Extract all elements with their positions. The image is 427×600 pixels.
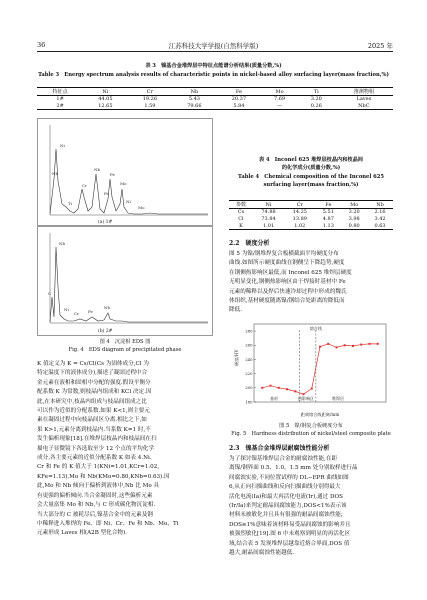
fig5-region-haz: 热影响区: [298, 396, 314, 401]
table3-cell: 1.59: [144, 102, 156, 109]
fig5-data-point: [278, 387, 280, 389]
fig5-data-point: [377, 343, 379, 345]
table4-header-cell: 参数: [229, 201, 253, 209]
fig5-data-point: [336, 346, 338, 348]
fig5-xlabel: 距离熔合线距离/mm: [300, 412, 340, 417]
text-line: 域,结合表 5 发现堆焊层越靠近熔合界面,DOS 值: [229, 540, 350, 547]
table3-cell: 19.26: [142, 96, 158, 103]
table3-cell: 7.69: [273, 96, 286, 103]
text-line: 果 K>1,元素分离到枝晶内.当系数 K=1 时,不: [37, 426, 151, 433]
text-line: K 值定义为 K = Cs/Cl(Cs 为固体成分,Cl 为: [37, 361, 149, 367]
fig4a-peak-label: Ti: [68, 201, 72, 206]
table3-row: [37, 96, 393, 103]
text-line: 会大量富集 Mo 和 Nb,与 C 形成碳化物沉淀相.: [37, 502, 156, 509]
fig5-series-line: [262, 344, 378, 394]
fig4b-spectrum: [37, 226, 213, 336]
journal-title: 江苏科技大学学报(自然科学版): [168, 42, 259, 50]
table3: [37, 87, 393, 110]
fig4a-peak-label: Mo: [138, 205, 145, 210]
text-line: 降低.: [229, 307, 242, 314]
table4-caption-en1: Table 4 Chemical composition of the Inconel 625: [238, 174, 384, 180]
fig4a-peak-label: Fe: [110, 172, 115, 177]
fig4a-svg: [38, 119, 214, 227]
text-line: 被强烈敏化[19].图 6 中未观察到明显的再活化区: [229, 531, 351, 538]
fig4b-peak-label: Nb: [104, 305, 111, 310]
fig4b-peak-label: Nb: [59, 241, 66, 246]
fig4b-peak-label: C: [48, 291, 52, 296]
table4-cell: 0.80: [348, 222, 360, 229]
fig5-data-point: [369, 343, 371, 345]
text-line: 成分,各主要元素的近似分配系数 K 如表 4.Ni、: [37, 455, 156, 462]
fig5-fusion-label: 熔合线: [309, 326, 322, 331]
table4-cell: K: [239, 222, 243, 229]
table3-header-cell: 特征点: [37, 88, 83, 96]
table3-header-cell: Fe: [217, 88, 262, 96]
fig5-data-point: [286, 388, 288, 390]
table4-cell: 0.63: [374, 222, 386, 229]
header-rule: [37, 51, 393, 52]
table4-cell: 3.42: [374, 216, 386, 222]
text-line: 此,Mo 和 Nb 倾向于偏析到液体中,Nb 比 Mo 具: [37, 483, 160, 490]
fig5-ylabel: 硬度/HV: [234, 349, 239, 366]
text-line: 体组织,基材硬度随离镍/钢结合处距离的降低而: [229, 298, 345, 305]
table3-cell: 3.20: [310, 96, 322, 103]
section-2-2-heading: 2.2 硬度分析: [229, 240, 270, 247]
fig4a-sublabel: (a) 1#: [98, 220, 113, 225]
table3-cell: 5.84: [233, 102, 245, 109]
fig4b-sublabel: (b) 2#: [98, 329, 113, 334]
table3-header-cell: Ti: [298, 88, 335, 96]
text-line: 此,在本研究中,枝晶内组成与枝晶间组成之比: [37, 398, 147, 405]
fig4a-peak-label: Cr: [82, 183, 87, 188]
fig4-caption-en: Fig. 4 EDS diagram of precipitated phase: [68, 347, 182, 353]
fig5-data-point: [261, 387, 263, 389]
table4-row: [229, 223, 393, 230]
fig5-data-point: [319, 346, 321, 348]
fig4-caption-cn: 图 4 沉淀相 EDS 图: [99, 339, 151, 345]
fig5-caption-cn: 图 5 镍/钢复合板硬度分布: [279, 423, 343, 429]
table4: [229, 200, 393, 230]
text-line: 元素形成 Laves 相(A2B 型化合物).: [37, 530, 127, 537]
page-number: 36: [37, 41, 46, 49]
text-line: 特定温度下的液体成分),描述了凝固过程中合: [37, 370, 148, 377]
text-line: 材料未被敏化并且具有很强的耐晶间腐蚀性能;: [229, 512, 343, 519]
fig4a-peak-label: Fe: [104, 191, 109, 196]
table4-cell: 14.25: [292, 209, 307, 216]
journal-year: 2025 年: [367, 42, 393, 50]
table4-cell: 3.98: [348, 216, 360, 222]
table3-cell: NbC: [358, 102, 370, 109]
table4-header-cell: Mo: [341, 201, 367, 209]
table4-header-row: [229, 201, 393, 209]
text-line: 描电子显微镜下各选取至少 12 个点的平均化学: [37, 445, 154, 452]
text-line: 金元素在液相和固相中分配的强度.假设平衡分: [37, 379, 151, 386]
table4-cell: 5.51: [322, 209, 334, 216]
text-line: 素在凝固过程中向枝晶间区分离.相比之下,如: [37, 417, 147, 424]
fig5-data-point: [360, 344, 362, 346]
table4-header-cell: Cr: [284, 201, 315, 209]
text-line: 离镍/钢界面 0.5、1.0、1.5 mm 处分别取样进行晶: [229, 465, 358, 472]
section-2-3-heading: 2.3 镍基合金堆焊层耐腐蚀性能分析: [229, 445, 330, 452]
fig5-data-point: [352, 345, 354, 347]
fig4a-spectrum-line: [50, 149, 208, 214]
table4-row: [229, 216, 393, 223]
table4-cell: 1.02: [294, 222, 306, 229]
fig4a-peak-label: Mo: [120, 181, 127, 186]
table3-header-cell: Nb: [172, 88, 217, 96]
text-line: 元素的稀释以及焊后快速冷却过程中形成的魏氏: [229, 288, 347, 295]
text-line: 当大部分的 C 被耗尽后,镍基合金中的元素及钢: [37, 511, 153, 518]
fig5-region-base: 基材: [270, 396, 278, 401]
table4-caption-cn2: 的化学成分(质量分数,%): [281, 165, 341, 171]
table4-cell: 13.89: [292, 216, 307, 222]
table4-cell: Cl: [238, 216, 244, 222]
table3-caption-en: Table 3 Energy spectrum analysis results of characteristic points in nickel-based alloy surfacing layer(mass fraction,%): [38, 72, 389, 78]
fig5-region-layer: 堆焊层: [332, 396, 344, 401]
text-line: 有更强的偏析倾向.当合金凝固时,这些偏析元素: [37, 492, 153, 499]
table3-cell: 20.37: [231, 96, 247, 103]
fig4a-peak-label: Nb: [94, 167, 101, 172]
table4-header-cell: Nb: [367, 201, 393, 209]
fig5-data-point: [270, 385, 272, 387]
table4-cell: 4.87: [322, 216, 334, 222]
table3-header-row: [37, 88, 393, 96]
table3-cell: —: [277, 102, 283, 109]
left-column-text: [37, 360, 217, 539]
fig5-ytick-label: 220: [245, 371, 253, 377]
text-line: KFe=1.13),Mo 和 Nb(KMo=0.80,KNb=0.63).因: [37, 473, 170, 480]
text-line: 越大,耐晶间腐蚀性能越低.: [229, 550, 295, 557]
fig5-plot-frame: [254, 324, 386, 402]
table4-header-cell: Fe: [315, 201, 341, 209]
fig5-ytick-label: 280: [245, 328, 253, 334]
fig4b-peak-label: Cr: [74, 311, 79, 316]
table3-cell: 0.26: [310, 102, 322, 109]
table3-cell: 44.05: [98, 96, 113, 103]
text-line: DOS≥1%意味着该材料易受晶间腐蚀的影响并且: [229, 521, 351, 528]
text-line: 活化电流(Ia)和最大再活化电流(Ir),通过 DOS: [229, 493, 343, 500]
text-line: 配系数 K 为常数,则枝晶内组成和 KCl 决定.因: [37, 389, 152, 396]
fig4a-peak-label: Ni: [60, 143, 65, 148]
fig4b-peak-label: Fe: [88, 309, 93, 314]
table4-cell: 3.20: [348, 209, 360, 216]
fig4a-peak-label: Nb: [52, 171, 59, 176]
table3-cell: 5.43: [188, 96, 200, 103]
text-line: 间腐蚀实验,不同位置试样的 DL−EPR 曲线如图: [229, 474, 349, 481]
table4-caption-en2: surfacing layer(mass fraction,%): [263, 182, 359, 188]
fig5-data-point: [327, 343, 329, 345]
text-line: 为了探讨镍基堆焊层合金的耐腐蚀性能,在距: [229, 456, 338, 462]
table3-cell: Laves: [356, 96, 372, 103]
text-line: 6,从正向扫描曲线和反向扫描曲线分别得最大: [229, 484, 341, 491]
table3-cell: 79.66: [187, 102, 202, 109]
fig5-ytick-label: 180: [245, 399, 253, 405]
fig5-ytick-label: 200: [245, 385, 253, 391]
table3-cell: 12.65: [98, 102, 113, 109]
fig4a-spectrum: [37, 118, 213, 226]
table3-header-cell: 推测物相: [335, 88, 393, 96]
table3-header-cell: Mo: [261, 88, 298, 96]
fig4b-svg: [38, 227, 214, 337]
table3-header-cell: Cr: [128, 88, 173, 96]
table3-cell: 1#: [56, 96, 64, 103]
fig5-data-point: [294, 390, 296, 392]
fig5-ytick-label: 260: [245, 342, 253, 348]
text-line: 无明显变化,钢侧热影响区由于焊接时基材中 Fe: [229, 279, 346, 286]
section-2-2-text: [229, 250, 393, 316]
fig4a-peak-label: Ni: [126, 199, 131, 204]
fig5-data-point: [311, 388, 313, 390]
table4-header-cell: Ni: [253, 201, 284, 209]
table3-cell: 2#: [56, 102, 64, 109]
table4-cell: 2.16: [374, 209, 386, 216]
fig5-chart: [232, 320, 392, 420]
text-line: Cr 和 Fe 的 K 值大于 1(KNi=1.01,KCr=1.02,: [37, 464, 160, 471]
text-line: 在钢侧热影响区最低,而 Inconel 625 堆焊层硬度: [229, 269, 352, 276]
fig5-svg: [232, 320, 392, 420]
table4-caption-cn1: 表 4 Inconel 625 堆焊层枝晶内和枝晶间: [259, 157, 363, 163]
table4-cell: 1.13: [322, 222, 334, 229]
table4-cell: 73.84: [261, 216, 276, 222]
fig5-data-point: [303, 393, 305, 395]
text-line: 可以作为近似的分配系数.如果 K<1,则主要元: [37, 408, 150, 415]
fig4b-peak-label: Ni: [64, 307, 69, 312]
text-line: (Ir/Ia)来判定耐晶间腐蚀能力,DOS<1%表示该: [229, 503, 347, 510]
table3-header-cell: Ni: [83, 88, 128, 96]
fig5-caption-en: Fig. 5 Hardness distribution of nickel/steel composite plate: [231, 431, 391, 437]
section-2-3-text: [229, 455, 393, 558]
fig5-data-point: [344, 344, 346, 346]
text-line: 曲线.如图所示硬度曲线在钢侧呈下降趋势,硬度: [229, 260, 345, 267]
table3-caption-cn: 表 3 镍基合金堆焊层中特征点能谱分析结果(质量分数,%): [145, 63, 282, 69]
fig5-ytick-label: 240: [245, 356, 253, 362]
text-line: 发生偏析现象[18].在堆焊层枝晶内和枝晶间在扫: [37, 436, 157, 443]
text-line: 中稀释进入堆焊的 Fe、即 Ni、Cr、Fe 和 Nb、Mo、Ti: [37, 520, 179, 527]
table4-cell: Cs: [237, 209, 245, 216]
text-line: 图 5 为镍/钢堆焊复合板横截面平均硬度分布: [229, 251, 339, 257]
table4-row: [229, 209, 393, 216]
table4-cell: 1.01: [262, 222, 275, 229]
table4-cell: 74.88: [261, 209, 276, 216]
table3-row: [37, 103, 393, 110]
